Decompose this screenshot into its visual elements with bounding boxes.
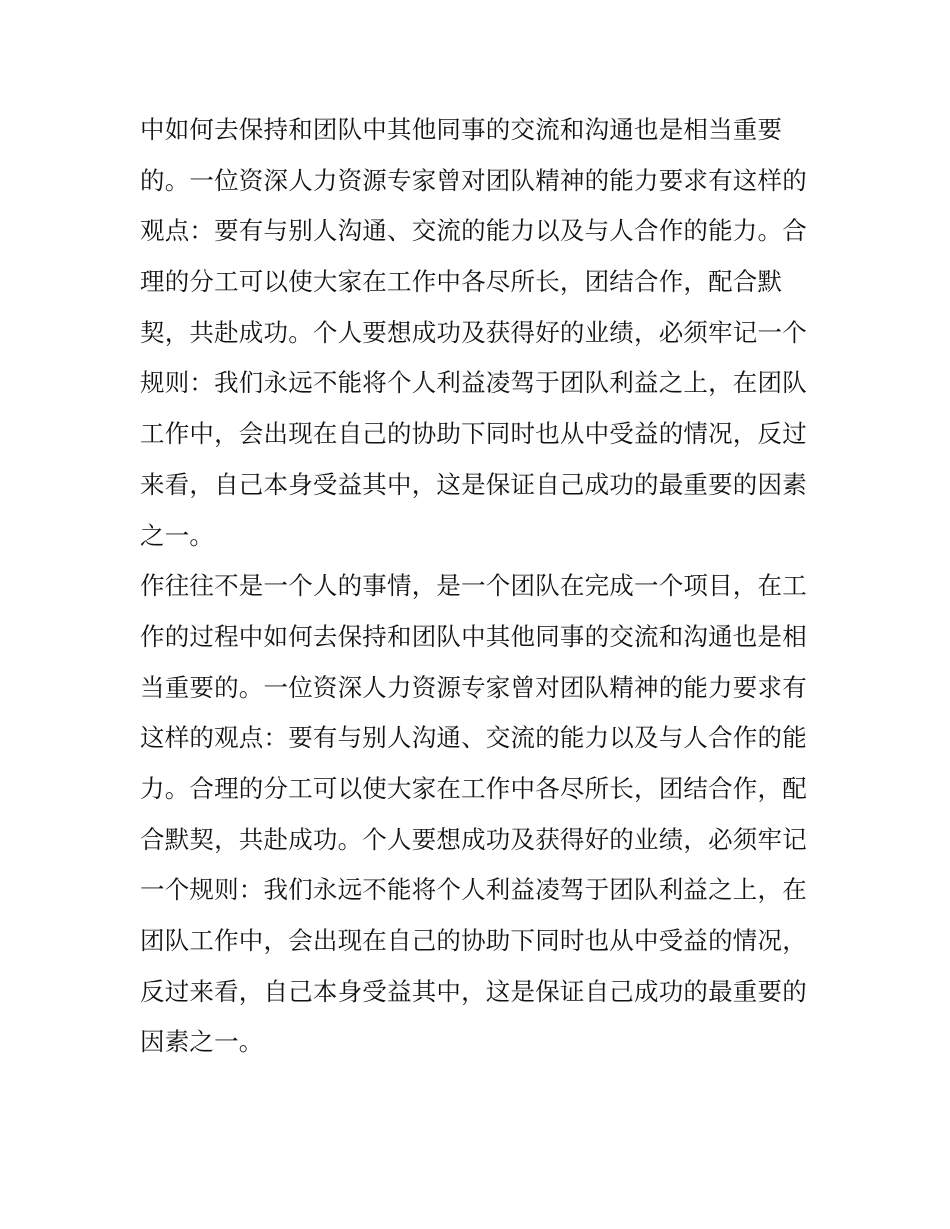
text-line: 一个规则：我们永远不能将个人利益凌驾于团队利益之上，在 — [140, 875, 807, 905]
text-line: 理的分工可以使大家在工作中各尽所长，团结合作，配合默 — [140, 267, 783, 297]
text-line: 作往往不是一个人的事情，是一个团队在完成一个项目，在工 — [140, 571, 807, 601]
text-line: 契，共赴成功。个人要想成功及获得好的业绩，必须牢记一个 — [140, 317, 807, 347]
paragraph-2 — [140, 561, 820, 1068]
text-line: 中如何去保持和团队中其他同事的交流和沟通也是相当重要 — [140, 115, 783, 144]
text-line: 观点：要有与别人沟通、交流的能力以及与人合作的能力。合 — [140, 216, 807, 246]
text-line: 反过来看，自己本身受益其中，这是保证自己成功的最重要的 — [140, 976, 807, 1006]
text-line: 规则：我们永远不能将个人利益凌驾于团队利益之上，在团队 — [140, 368, 807, 398]
text-line: 的。一位资深人力资源专家曾对团队精神的能力要求有这样的 — [140, 165, 807, 195]
text-line: 之一。 — [140, 520, 215, 550]
text-line: 当重要的。一位资深人力资源专家曾对团队精神的能力要求有 — [140, 672, 807, 702]
paragraph-1 — [140, 105, 820, 561]
text-line: 作的过程中如何去保持和团队中其他同事的交流和沟通也是相 — [140, 621, 807, 651]
text-line: 合默契，共赴成功。个人要想成功及获得好的业绩，必须牢记 — [140, 824, 807, 854]
document-body — [140, 105, 820, 1068]
text-line: 来看，自己本身受益其中，这是保证自己成功的最重要的因素 — [140, 469, 807, 499]
text-line: 这样的观点：要有与别人沟通、交流的能力以及与人合作的能 — [140, 723, 807, 753]
text-line: 力。合理的分工可以使大家在工作中各尽所长，团结合作，配 — [140, 773, 807, 803]
text-line: 工作中，会出现在自己的协助下同时也从中受益的情况，反过 — [140, 419, 807, 449]
text-line: 因素之一。 — [140, 1027, 264, 1057]
text-line: 团队工作中，会出现在自己的协助下同时也从中受益的情况， — [140, 926, 807, 955]
